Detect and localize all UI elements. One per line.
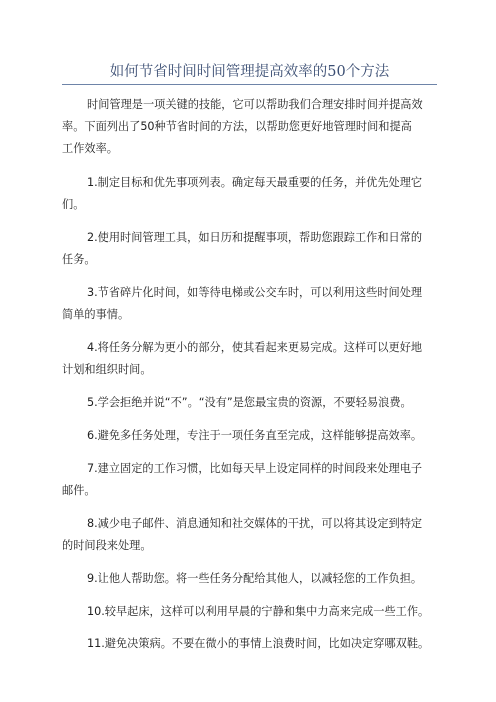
list-item-8 <box>62 513 446 557</box>
list-item-1 <box>62 172 446 216</box>
paragraph-line: 6.避免多任务处理，专注于一项任务直至完成，这样能够提高效率。 <box>87 429 423 442</box>
paragraph-line: 计划和组织时间。 <box>62 363 152 376</box>
paragraph-line: 工作效率。 <box>62 142 118 155</box>
document-title: 如何节省时间时间管理提高效率的50个方法 <box>109 64 390 80</box>
list-item-10 <box>62 601 446 623</box>
paragraph-line: 简单的事情。 <box>62 308 130 321</box>
paragraph-line: 时间管理是一项关键的技能，它可以帮助我们合理安排时间并提高效 <box>87 98 423 111</box>
paragraph-line: 5.学会拒绝并说“不”。“没有”是您最宝贵的资源，不要轻易浪费。 <box>87 396 412 409</box>
paragraph-line: 9.让他人帮助您。将一些任务分配给其他人，以减轻您的工作负担。 <box>87 572 423 585</box>
list-item-3 <box>62 282 446 326</box>
paragraph-line: 的时间段来处理。 <box>62 539 152 552</box>
paragraph-line: 7.建立固定的工作习惯，比如每天早上设定同样的时间段来处理电子 <box>87 462 423 475</box>
list-item-11 <box>62 633 446 655</box>
paragraph-line: 3.节省碎片化时间，如等待电梯或公交车时，可以利用这些时间处理 <box>87 286 423 299</box>
paragraph-line: 4.将任务分解为更小的部分，使其看起来更易完成。这样可以更好地 <box>87 341 423 354</box>
paragraph-line: 10.较早起床，这样可以利用早晨的宁静和集中力高来完成一些工作。 <box>87 605 430 618</box>
list-item-2 <box>62 227 446 271</box>
list-item-7 <box>62 458 446 502</box>
paragraph-line: 11.避免决策病。不要在微小的事情上浪费时间，比如决定穿哪双鞋。 <box>87 637 430 650</box>
title-divider <box>62 84 437 85</box>
paragraph-line: 率。下面列出了50种节省时间的方法，以帮助您更好地管理时间和提高 <box>62 120 412 133</box>
paragraph-line: 8.减少电子邮件、消息通知和社交媒体的干扰，可以将其设定到特定 <box>87 517 423 530</box>
paragraph-line: 邮件。 <box>62 484 96 497</box>
list-item-4 <box>62 337 446 381</box>
paragraph-line: 2.使用时间管理工具，如日历和提醒事项，帮助您跟踪工作和日常的 <box>87 231 423 244</box>
paragraph-line: 任务。 <box>62 253 96 266</box>
paragraph-line: 1.制定目标和优先事项列表。确定每天最重要的任务，并优先处理它 <box>87 176 423 189</box>
list-item-6 <box>62 425 446 447</box>
intro-paragraph <box>62 94 446 160</box>
list-item-5 <box>62 392 446 414</box>
list-item-9 <box>62 568 446 590</box>
paragraph-line: 们。 <box>62 198 85 211</box>
